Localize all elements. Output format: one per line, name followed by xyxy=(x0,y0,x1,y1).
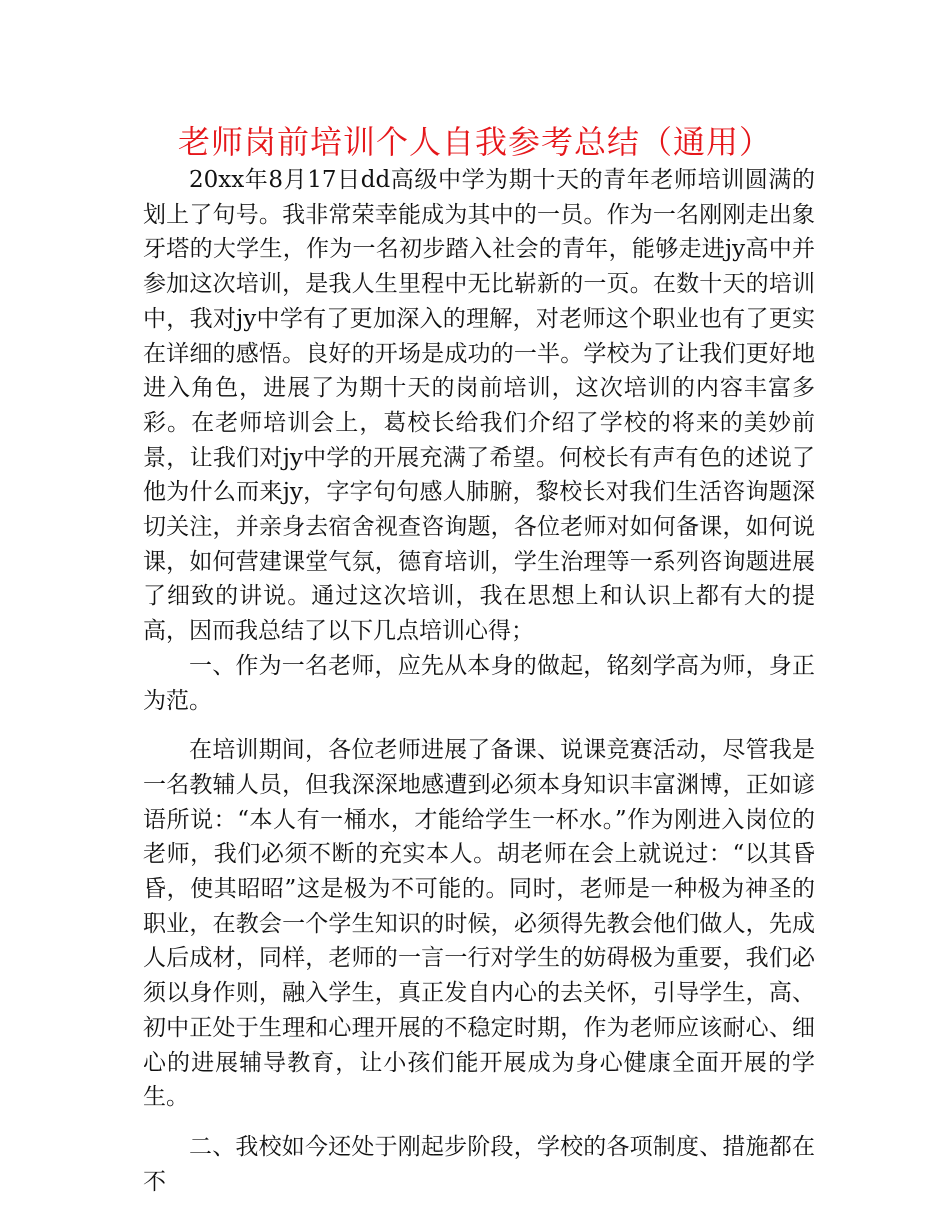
paragraph-point-one: 一、作为一名老师，应先从本身的做起，铭刻学高为师，身正为范。 xyxy=(143,652,815,714)
document-body xyxy=(143,163,815,1199)
paragraph-intro: 20xx年8月17日dd高级中学为期十天的青年老师培训圆满的划上了句号。我非常荣幸能成为其中的一员。作为一名刚刚走出象牙塔的大学生，作为一名初步踏入社会的青年，能够走进jy高中并参加这次培训，是我人生里程中无比崭新的一页。在数十天的培训中，我对jy中学有了更加深入的理解，对老师这个职业也有了更实在详细的感悟。良好的开场是成功的一半。学校为了让我们更好地进入角色，进展了为期十天的岗前培训，这次培训的内容丰富多彩。在老师培训会上，葛校长给我们介绍了学校的将来的美妙前景，让我们对jy中学的开展充满了希望。何校长有声有色的述说了他为什么而来jy，字字句句感人肺腑，黎校长对我们生活咨询题深切关注，并亲身去宿舍视查咨询题，各位老师对如何备课，如何说课，如何营建课堂气氛，德育培训，学生治理等一系列咨询题进展了细致的讲说。通过这次培训，我在思想上和认识上都有大的提高，因而我总结了以下几点培训心得； xyxy=(143,167,815,645)
paragraph-training-period: 在培训期间，各位老师进展了备课、说课竞赛活动，尽管我是一名教辅人员，但我深深地感遭到必须本身知识丰富渊博，正如谚语所说：“本人有一桶水，才能给学生一杯水。”作为刚进入岗位的老师，我们必须不断的充实本人。胡老师在会上就说过：“以其昏昏，使其昭昭”这是极为不可能的。同时，老师是一种极为神圣的职业，在教会一个学生知识的时候，必须得先教会他们做人，先成人后成材，同样，老师的一言一行对学生的妨碍极为重要，我们必须以身作则，融入学生，真正发自内心的去关怀，引导学生，高、初中正处于生理和心理开展的不稳定时期，作为老师应该耐心、细心的进展辅导教育，让小孩们能开展成为身心健康全面开展的学生。 xyxy=(143,737,815,1111)
document-title: 老师岗前培训个人自我参考总结（通用） xyxy=(177,123,772,161)
paragraph-point-two: 二、我校如今还处于刚起步阶段，学校的各项制度、措施都在不 xyxy=(143,1133,815,1195)
